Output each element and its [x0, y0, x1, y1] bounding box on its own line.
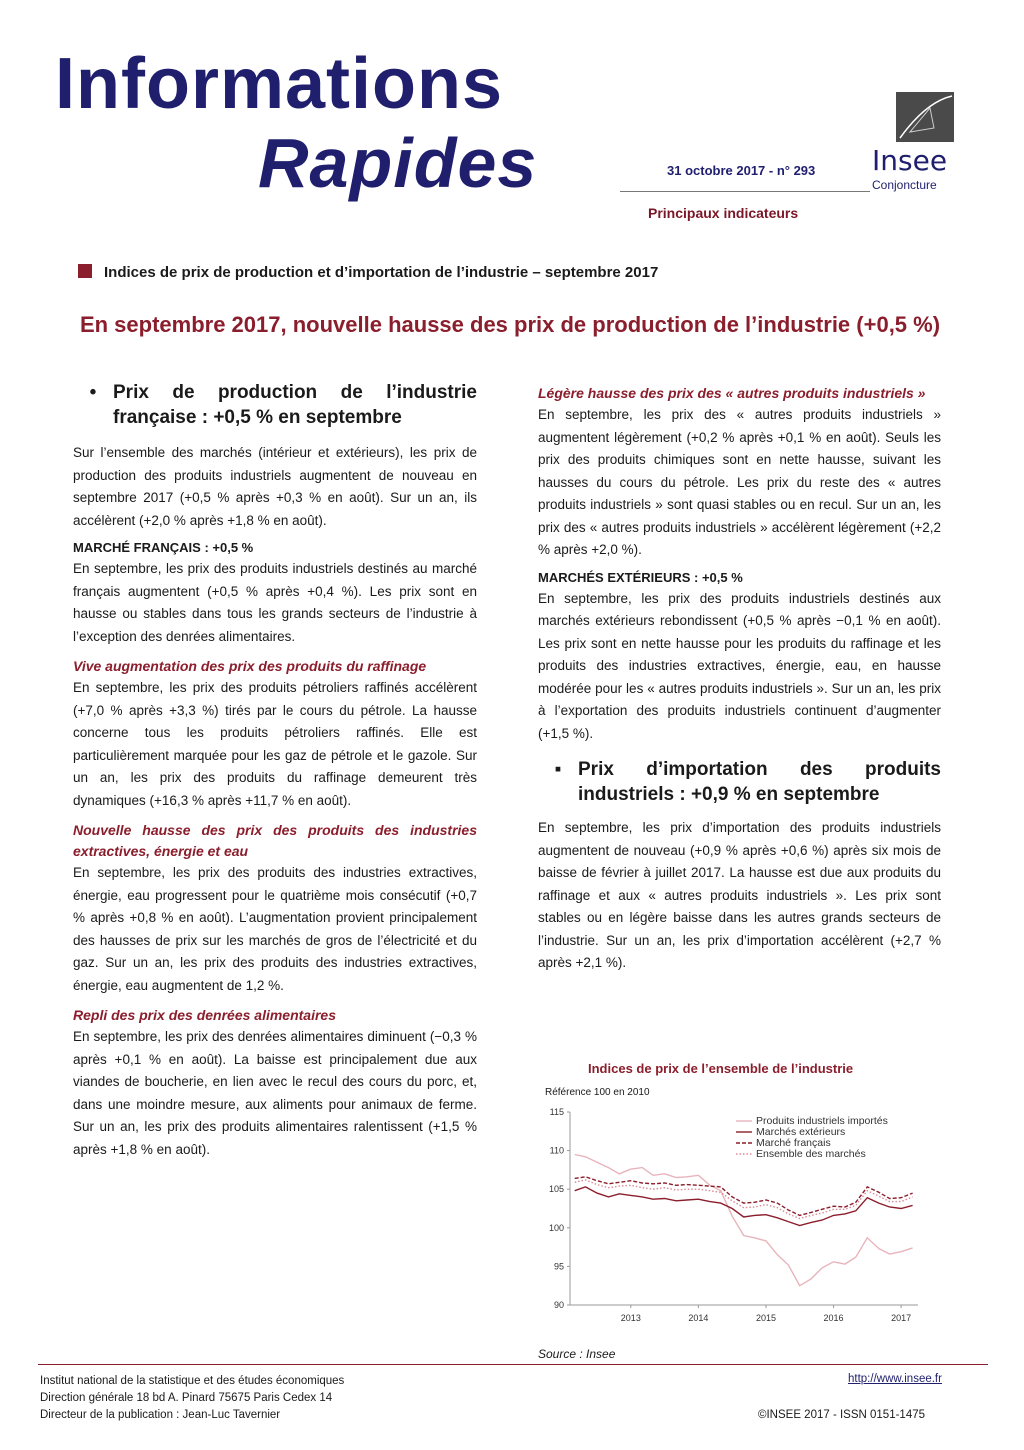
chart-title: Indices de prix de l’ensemble de l’industrie [588, 1061, 854, 1076]
logo-sub: Conjoncture [872, 178, 937, 192]
subheading: MARCHÉS EXTÉRIEURS : +0,5 % [538, 569, 743, 585]
left-column [73, 380, 477, 1161]
subheading: Légère hausse des prix des « autres produits industriels » [538, 385, 926, 401]
kicker: Indices de prix de production et d’importation de l’industrie – septembre 2017 [104, 264, 659, 281]
source: Source : Insee [538, 1347, 616, 1361]
footer-line: Institut national de la statistique et des études économiques [40, 1375, 345, 1387]
legend-label: Ensemble des marchés [756, 1148, 866, 1160]
left-heading-text: Prix de production de l’industrie française : +0,5 % en septembre [113, 382, 477, 428]
paragraph: En septembre, les prix des produits pétroliers raffinés accélèrent (+7,0 % après +3,3 %) tirés par le cours du pétrole. La hausse concerne tous les produits pétroliers raffinés. Elle est particulièrement marquée pour les gaz de pétrole et le gazole. Sur un an, les prix des produits du raffinage demeurent très dynamiques (+16,3 % après +11,7 % en août). [73, 680, 477, 808]
legend-label: Marchés extérieurs [756, 1126, 846, 1138]
price-index-chart [540, 1100, 950, 1335]
series-line [575, 1155, 913, 1286]
x-tick-label: 2014 [688, 1313, 709, 1323]
copyright: ©INSEE 2017 - ISSN 0151-1475 [758, 1409, 926, 1421]
right-heading [538, 757, 941, 807]
x-tick-label: 2013 [620, 1313, 641, 1323]
masthead-title: Informations [55, 44, 504, 124]
paragraph: En septembre, les prix des « autres produits industriels » augmentent légèrement (+0,2 % après +0,1 % en août). Seuls les prix des produits chimiques sont en nette hausse, suivant les hausses du cours du pétrole. Les prix du reste des « autres produits industriels » sont quasi stables ou en recul. Sur un an, les prix des « autres produits industriels » accélèrent légèrement (+2,2 % après +2,0 %). [538, 407, 941, 557]
y-tick-label: 90 [553, 1300, 564, 1310]
right-heading-text: Prix d’importation des produits industriels : +0,9 % en septembre [578, 759, 941, 805]
masthead-rule [620, 191, 870, 192]
footer-rule [38, 1364, 988, 1365]
chart-subtitle: Référence 100 en 2010 [545, 1087, 650, 1098]
section-label: Principaux indicateurs [648, 205, 799, 221]
bullet-icon: • [89, 382, 97, 403]
logo-mark-icon [896, 92, 954, 142]
paragraph: En septembre, les prix des produits des industries extractives, énergie, eau progressent pour le quatrième mois consécutif (+0,7 % après +0,8 % en août). L’augmentation provient principalement des hausses de prix sur les marchés de gros de l’électricité et du gaz. Sur un an, les prix des produits des industries extractives, énergie, eau augmentent de 1,2 %. [73, 865, 477, 993]
x-tick-label: 2017 [891, 1313, 912, 1323]
footer-line: Direction générale 18 bd A. Pinard 75675 Paris Cedex 14 [40, 1392, 333, 1404]
subheading: Vive augmentation des prix des produits du raffinage [73, 658, 427, 674]
left-heading [73, 380, 477, 430]
series-line [575, 1180, 913, 1219]
y-tick-label: 95 [553, 1261, 564, 1272]
subheading: Repli des prix des denrées alimentaires [73, 1007, 337, 1023]
logo-text: Insee [872, 144, 948, 177]
paragraph: En septembre, les prix des produits industriels destinés au marché français augmentent (+0,5 % après +0,4 %). Les prix sont en hausse ou stables dans tous les grands secteurs de l’industrie à l’exception des denrées alimentaires. [73, 561, 477, 644]
legend-label: Marché français [756, 1137, 831, 1149]
x-tick-label: 2016 [823, 1313, 844, 1323]
kicker-square-icon [78, 264, 92, 278]
footer-line: Directeur de la publication : Jean-Luc Tavernier [40, 1409, 281, 1421]
y-tick-label: 105 [548, 1184, 564, 1195]
paragraph: En septembre, les prix des denrées alimentaires diminuent (−0,3 % après +0,1 % en août). La baisse est principalement due aux viandes de boucherie, en lien avec le recul des cours du porc, et, dans une moindre mesure, aux aliments pour animaux de ferme. Sur un an, les prix des produits alimentaires ralentissent (+1,5 % après +1,8 % en août). [73, 1029, 477, 1157]
paragraph: En septembre, les prix d’importation des produits industriels augmentent de nouveau (+0,9 % après +0,6 %) après six mois de baisse de février à juillet 2017. La hausse est due aux produits du raffinage et aux « autres produits industriels ». Les prix sont stables ou en légère baisse dans les autres grands secteurs de l’industrie. Sur un an, les prix d’importation accélèrent (+2,7 % après +2,1 %). [538, 820, 941, 970]
masthead-subtitle: Rapides [258, 124, 538, 202]
paragraph: Sur l’ensemble des marchés (intérieur et extérieurs), les prix de production des produits industriels augmentent de nouveau en septembre 2017 (+0,5 % après +0,3 % en août). Sur un an, ils accélèrent (+2,0 % après +1,8 % en août). [73, 445, 477, 528]
insee-logo [870, 92, 960, 204]
y-tick-label: 115 [549, 1107, 564, 1117]
y-tick-label: 100 [548, 1222, 564, 1233]
paragraph: En septembre, les prix des produits industriels destinés aux marchés extérieurs rebondissent (+0,5 % après −0,1 % en août). Les prix sont en nette hausse pour les produits du raffinage et les produits des industries extractives, énergie, eau, en hausse modérée pour les « autres produits industriels ». Sur un an, les prix à l’exportation des produits industriels continuent d’augmenter (+1,5 %). [538, 590, 941, 741]
subheading: MARCHÉ FRANÇAIS : +0,5 % [73, 540, 254, 555]
x-tick-label: 2015 [755, 1313, 776, 1323]
right-column [538, 383, 941, 975]
bullet-icon: ▪ [554, 759, 562, 780]
subheading: Nouvelle hausse des prix des produits des industries extractives, énergie et eau [73, 822, 477, 859]
issue-date: 31 octobre 2017 - n° 293 [667, 163, 816, 178]
series-line [575, 1177, 913, 1216]
footer-info [40, 1373, 344, 1424]
headline: En septembre 2017, nouvelle hausse des prix de production de l’industrie (+0,5 %) [79, 312, 941, 337]
legend-label: Produits industriels importés [756, 1115, 888, 1127]
y-tick-label: 110 [549, 1145, 564, 1156]
insee-link[interactable]: http://www.insee.fr [848, 1373, 942, 1385]
series-line [575, 1187, 913, 1226]
